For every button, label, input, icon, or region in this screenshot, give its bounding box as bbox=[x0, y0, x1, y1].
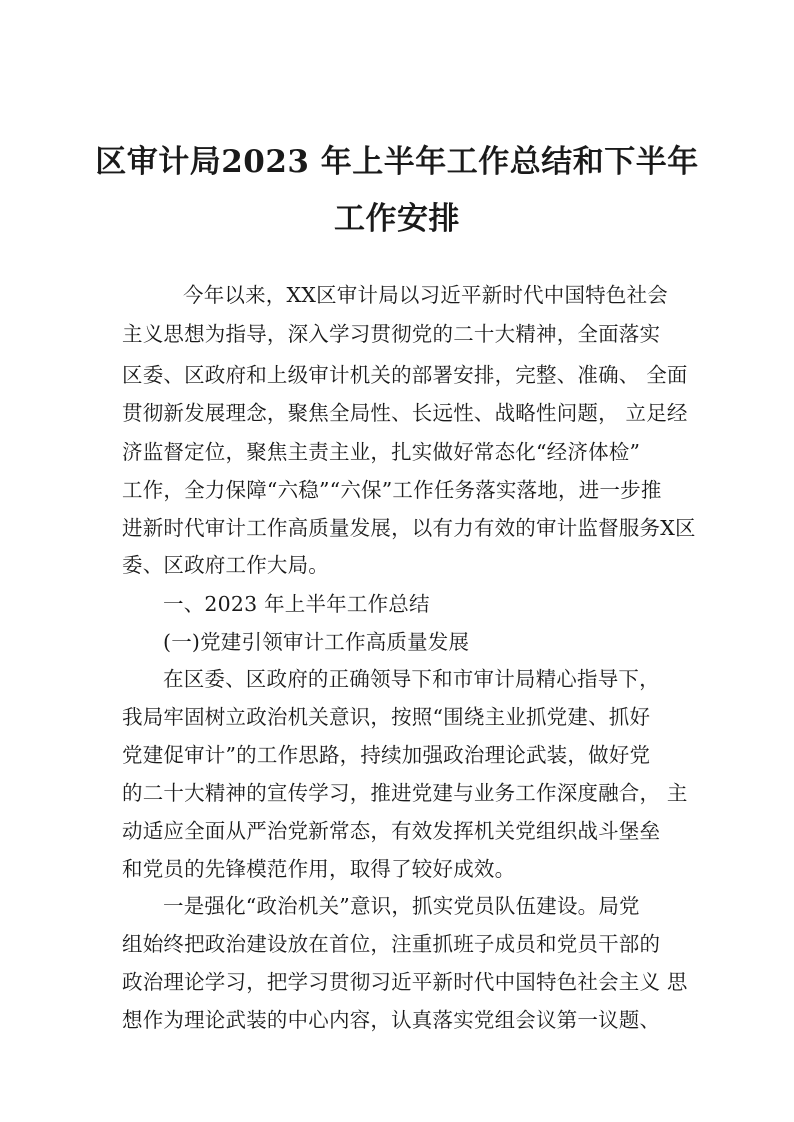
paragraph-line: 我局牢固树立政治机关意识，按照“围绕主业抓党建、抓好 bbox=[122, 705, 651, 729]
paragraph-line: 一是强化“政治机关”意识，抓实党员队伍建设。局党 bbox=[163, 894, 640, 918]
paragraph-line: 济监督定位，聚焦主责主业，扎实做好常态化“经济体检” bbox=[122, 440, 641, 464]
paragraph-line: 和党员的先锋模范作用，取得了较好成效。 bbox=[122, 857, 516, 881]
paragraph-line: 的二十大精神的宣传学习，推进党建与业务工作深度融合， 主 bbox=[122, 781, 688, 805]
section-heading: 一、2023 年上半年工作总结 bbox=[163, 592, 430, 616]
document-title-line-2: 工作安排 bbox=[334, 201, 460, 237]
subsection-heading: (一)党建引领审计工作高质量发展 bbox=[163, 630, 470, 654]
paragraph-line: 政治理论学习，把学习贯彻习近平新时代中国特色社会主义 思 bbox=[122, 970, 688, 994]
paragraph-line: 动适应全面从严治党新常态，有效发挥机关党组织战斗堡垒 bbox=[122, 819, 661, 843]
paragraph-line: 组始终把政治建设放在首位，注重抓班子成员和党员干部的 bbox=[122, 932, 661, 956]
paragraph-line: 今年以来，XX区审计局以习近平新时代中国特色社会 bbox=[183, 283, 668, 307]
paragraph-line: 委、区政府工作大局。 bbox=[122, 553, 329, 577]
paragraph-line: 进新时代审计工作高质量发展，以有力有效的审计监督服务X区 bbox=[122, 516, 696, 540]
paragraph-line: 工作，全力保障“六稳”“六保”工作任务落实落地，进一步推 bbox=[122, 478, 662, 502]
paragraph-line: 区委、区政府和上级审计机关的部署安排，完整、准确、 全面 bbox=[122, 363, 688, 387]
paragraph-line: 在区委、区政府的正确领导下和市审计局精心指导下， bbox=[163, 667, 660, 691]
paragraph-line: 贯彻新发展理念，聚焦全局性、长远性、战略性问题， 立足经 bbox=[122, 401, 688, 425]
paragraph-line: 想作为理论武装的中心内容，认真落实党组会议第一议题、 bbox=[122, 1008, 661, 1032]
paragraph-line: 党建促审计”的工作思路，持续加强政治理论武装，做好党 bbox=[122, 743, 651, 767]
paragraph-line: 主义思想为指导，深入学习贯彻党的二十大精神，全面落实 bbox=[122, 322, 661, 346]
document-title-line-1: 区审计局2023 年上半年工作总结和下半年 bbox=[95, 144, 699, 180]
